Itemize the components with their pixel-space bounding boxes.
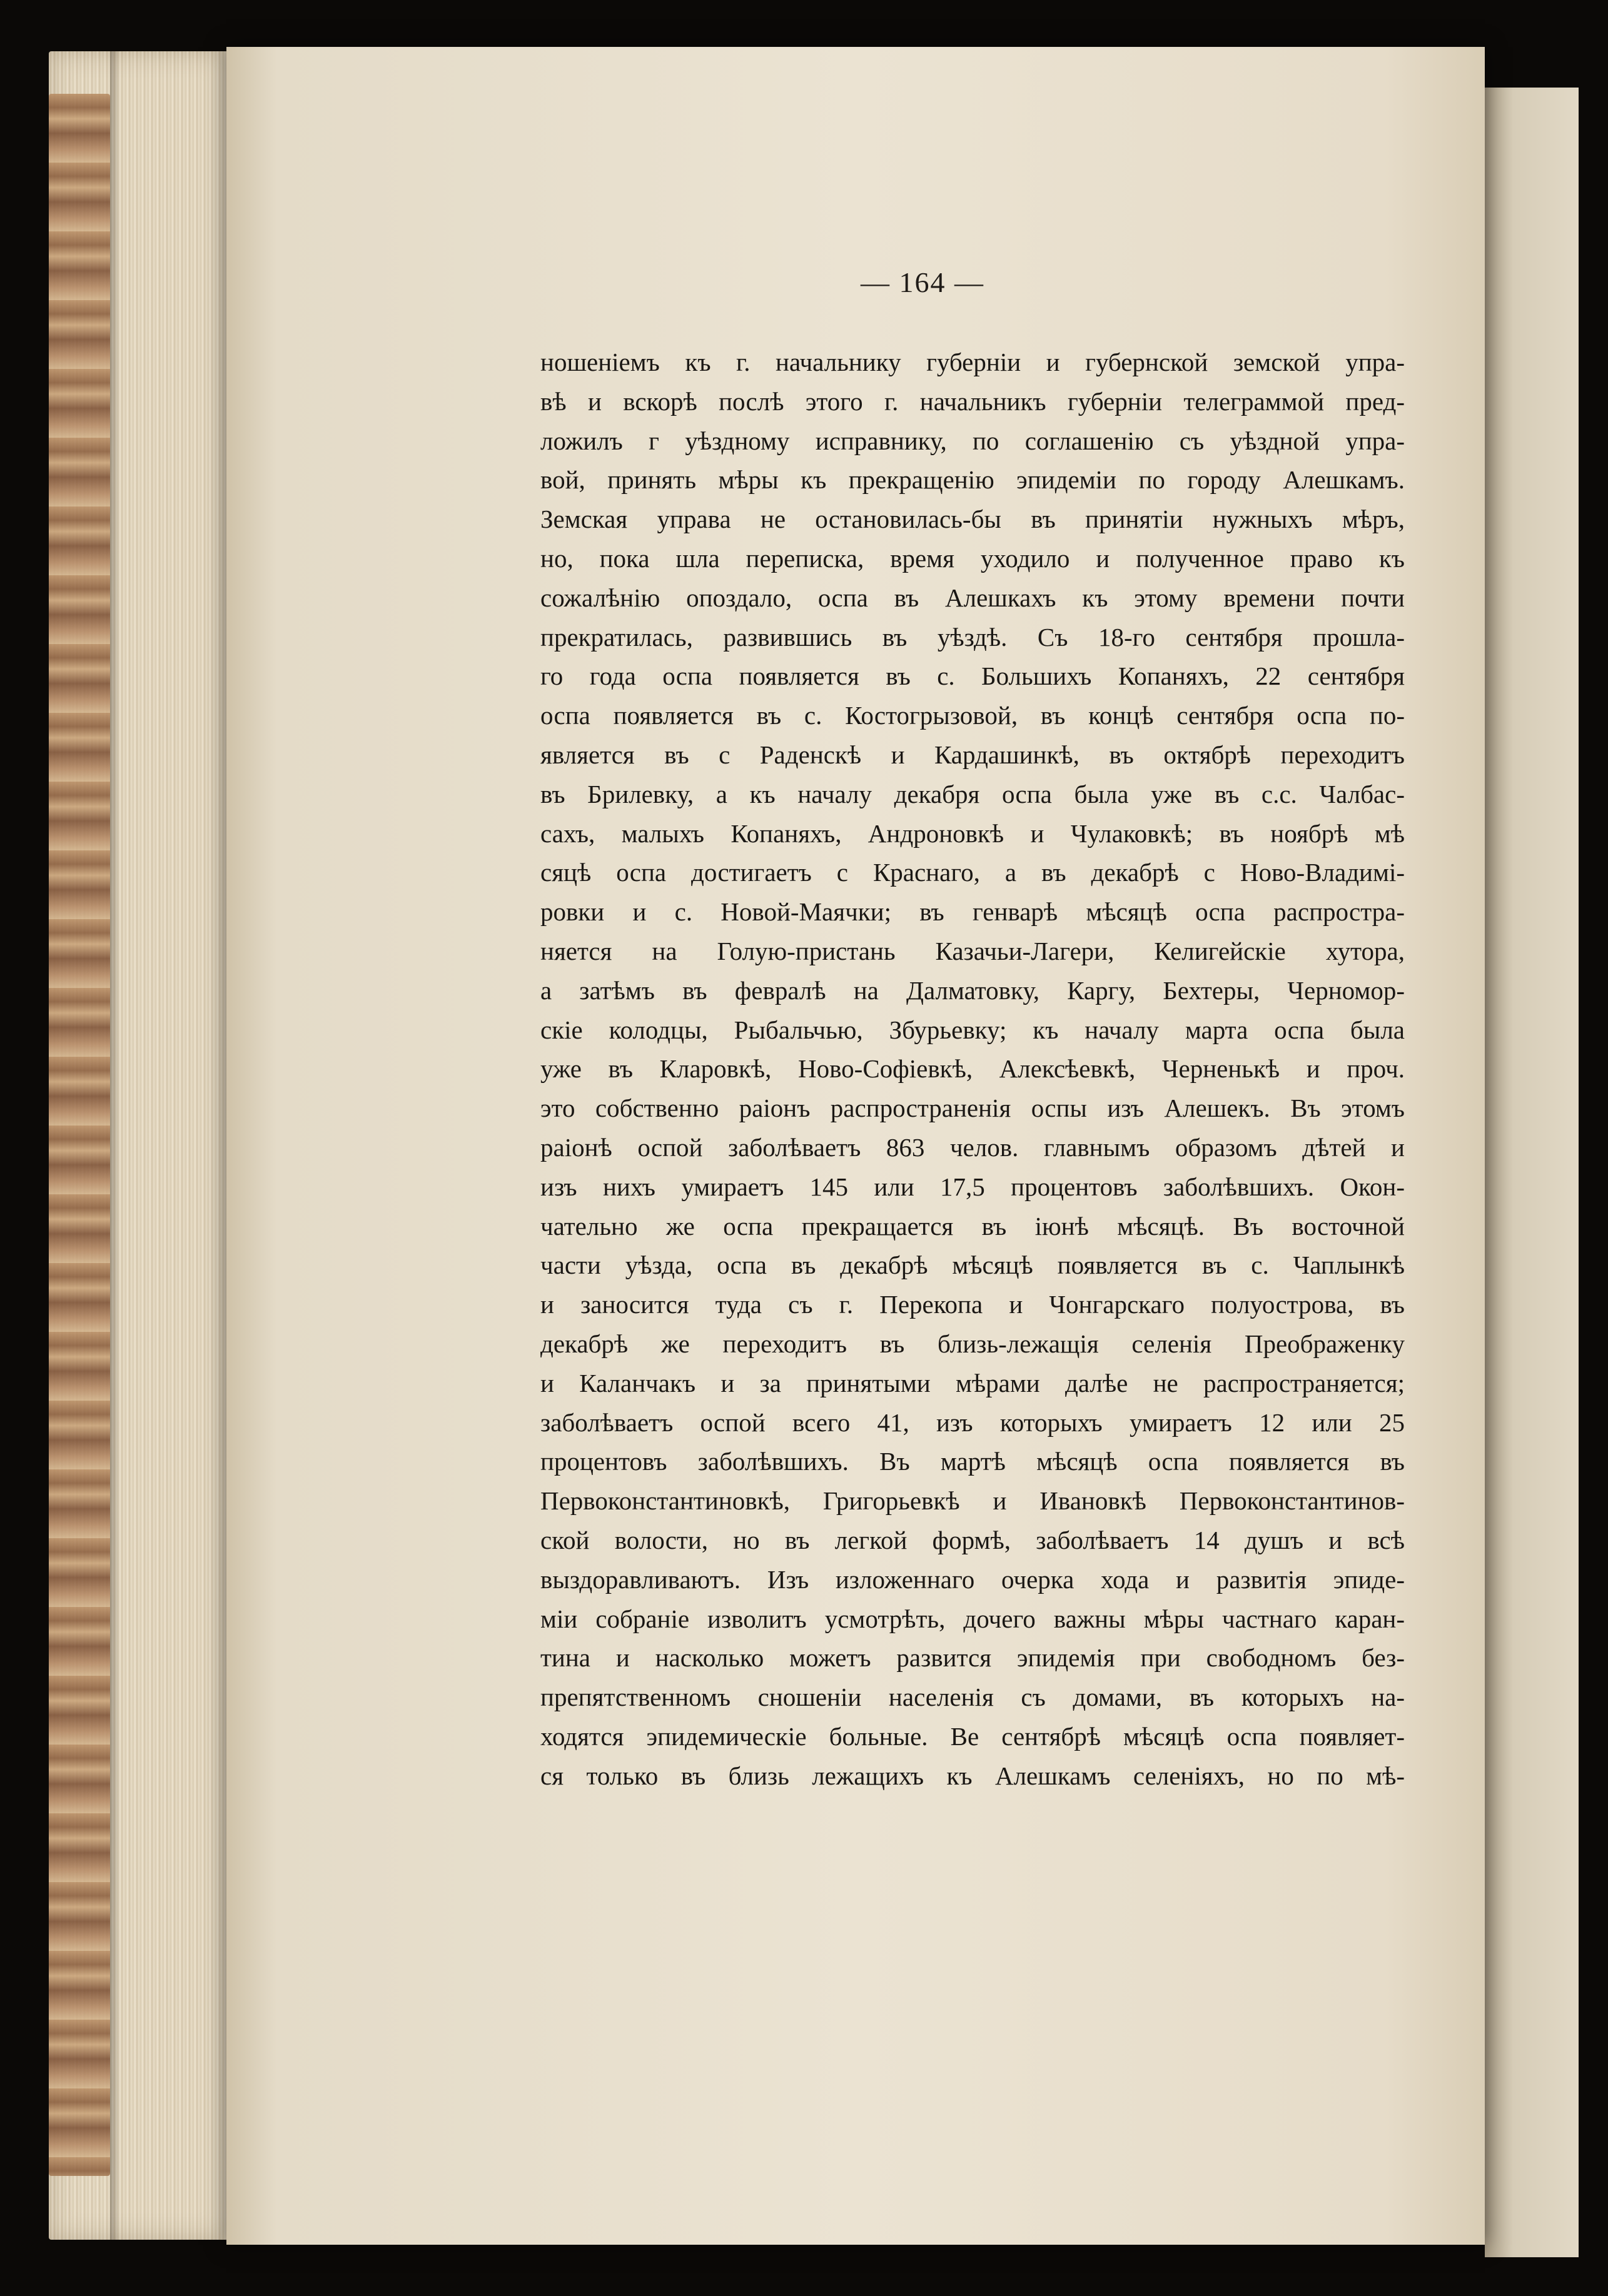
text-line: вѣ и вскорѣ послѣ этого г. начальникъ губерніи телеграммой пред- <box>540 386 1405 416</box>
next-page-edge <box>1485 88 1579 2257</box>
text-line: заболѣваетъ оспой всего 41, изъ которыхъ умираетъ 12 или 25 <box>540 1407 1405 1437</box>
text-line: части уѣзда, оспа въ декабрѣ мѣсяцѣ появляется въ с. Чаплынкѣ <box>540 1251 1405 1280</box>
text-line: а затѣмъ въ февралѣ на Далматовку, Каргу, Бехтеры, Черномор- <box>540 975 1405 1005</box>
text-line: сахъ, малыхъ Копаняхъ, Андроновкѣ и Чулаковкѣ; въ ноябрѣ мѣ <box>540 818 1405 848</box>
text-line: ской волости, но въ легкой формѣ, заболѣваетъ 14 душъ и всѣ <box>540 1525 1405 1554</box>
text-line: няется на Голую-пристань Казачьи-Лагери, Келигейскіе хутора, <box>540 936 1405 965</box>
page-number: — 164 — <box>861 266 984 298</box>
marbled-book-edge <box>49 94 110 2176</box>
text-line: оспа появляется въ с. Костогрызовой, въ концѣ сентября оспа по- <box>540 701 1405 730</box>
text-line: процентовъ заболѣвшихъ. Въ мартѣ мѣсяцѣ оспа появляется въ <box>540 1447 1405 1476</box>
text-line: міи собраніе изволитъ усмотрѣть, дочего важны мѣры частнаго каран- <box>540 1604 1405 1633</box>
text-line: прекратилась, развившись въ уѣздѣ. Съ 18-го сентября прошла- <box>540 622 1405 652</box>
text-line: это собственно раіонъ распространенія оспы изъ Алешекъ. Въ этомъ <box>540 1094 1405 1123</box>
text-line: декабрѣ же переходитъ въ близь-лежащія селенія Преображенку <box>540 1329 1405 1358</box>
text-line: въ Брилевку, а къ началу декабря оспа была уже въ с.с. Чалбас- <box>540 779 1405 808</box>
text-line: скіе колодцы, Рыбальчью, Збурьевку; къ началу марта оспа была <box>540 1015 1405 1044</box>
text-line: выздоравливаютъ. Изъ изложеннаго очерка хода и развитія эпиде- <box>540 1564 1405 1594</box>
text-line: ложилъ г уѣздному исправнику, по соглашенію съ уѣздной упра- <box>540 426 1405 455</box>
text-line: го года оспа появляется въ с. Большихъ Копаняхъ, 22 сентября <box>540 662 1405 691</box>
text-line: ношеніемъ къ г. начальнику губерніи и губернской земской упра- <box>540 348 1405 376</box>
text-line: сяцѣ оспа достигаетъ с Краснаго, а въ декабрѣ с Ново-Владимі- <box>540 858 1405 887</box>
text-line: уже въ Кларовкѣ, Ново-Софіевкѣ, Алексѣевкѣ, Черненькѣ и проч. <box>540 1054 1405 1084</box>
text-line: чательно же оспа прекращается въ іюнѣ мѣсяцѣ. Въ восточной <box>540 1211 1405 1241</box>
text-line: Земская управа не остановилась-бы въ принятіи нужныхъ мѣръ, <box>540 505 1405 534</box>
text-line: сожалѣнію опоздало, оспа въ Алешкахъ къ этому времени почти <box>540 583 1405 612</box>
text-line: раіонѣ оспой заболѣваетъ 863 челов. главнымъ образомъ дѣтей и <box>540 1132 1405 1162</box>
text-line: Первоконстантиновкѣ, Григорьевкѣ и Ивановкѣ Первоконстантинов- <box>540 1486 1405 1516</box>
text-line: препятственномъ сношеніи населенія съ домами, въ которыхъ на- <box>540 1683 1405 1712</box>
text-line: вой, принять мѣры къ прекращенію эпидеміи по городу Алешкамъ. <box>540 465 1405 495</box>
text-line: является въ с Раденскѣ и Кардашинкѣ, въ октябрѣ переходитъ <box>540 740 1405 769</box>
text-line: ровки и с. Новой-Маячки; въ генварѣ мѣсяцѣ оспа распростра- <box>540 897 1405 927</box>
text-line: и Каланчакъ и за принятыми мѣрами далѣе не распространяется; <box>540 1368 1405 1397</box>
text-line: но, пока шла переписка, время уходило и полученное право къ <box>540 543 1405 573</box>
text-line: ходятся эпидемическіе больные. Ве сентябрѣ мѣсяцѣ оспа появляет- <box>540 1721 1405 1751</box>
page-text-body <box>540 343 1405 1795</box>
text-line: изъ нихъ умираетъ 145 или 17,5 процентовъ заболѣвшихъ. Окон- <box>540 1172 1405 1201</box>
text-line: и заносится туда съ г. Перекопа и Чонгарскаго полуострова, въ <box>540 1290 1405 1319</box>
text-line: тина и насколько можетъ развится эпидемія при свободномъ без- <box>540 1643 1405 1673</box>
text-line: ся только въ близь лежащихъ къ Алешкамъ селеніяхъ, но по мѣ- <box>540 1761 1405 1790</box>
edge-shadow <box>110 51 120 2240</box>
